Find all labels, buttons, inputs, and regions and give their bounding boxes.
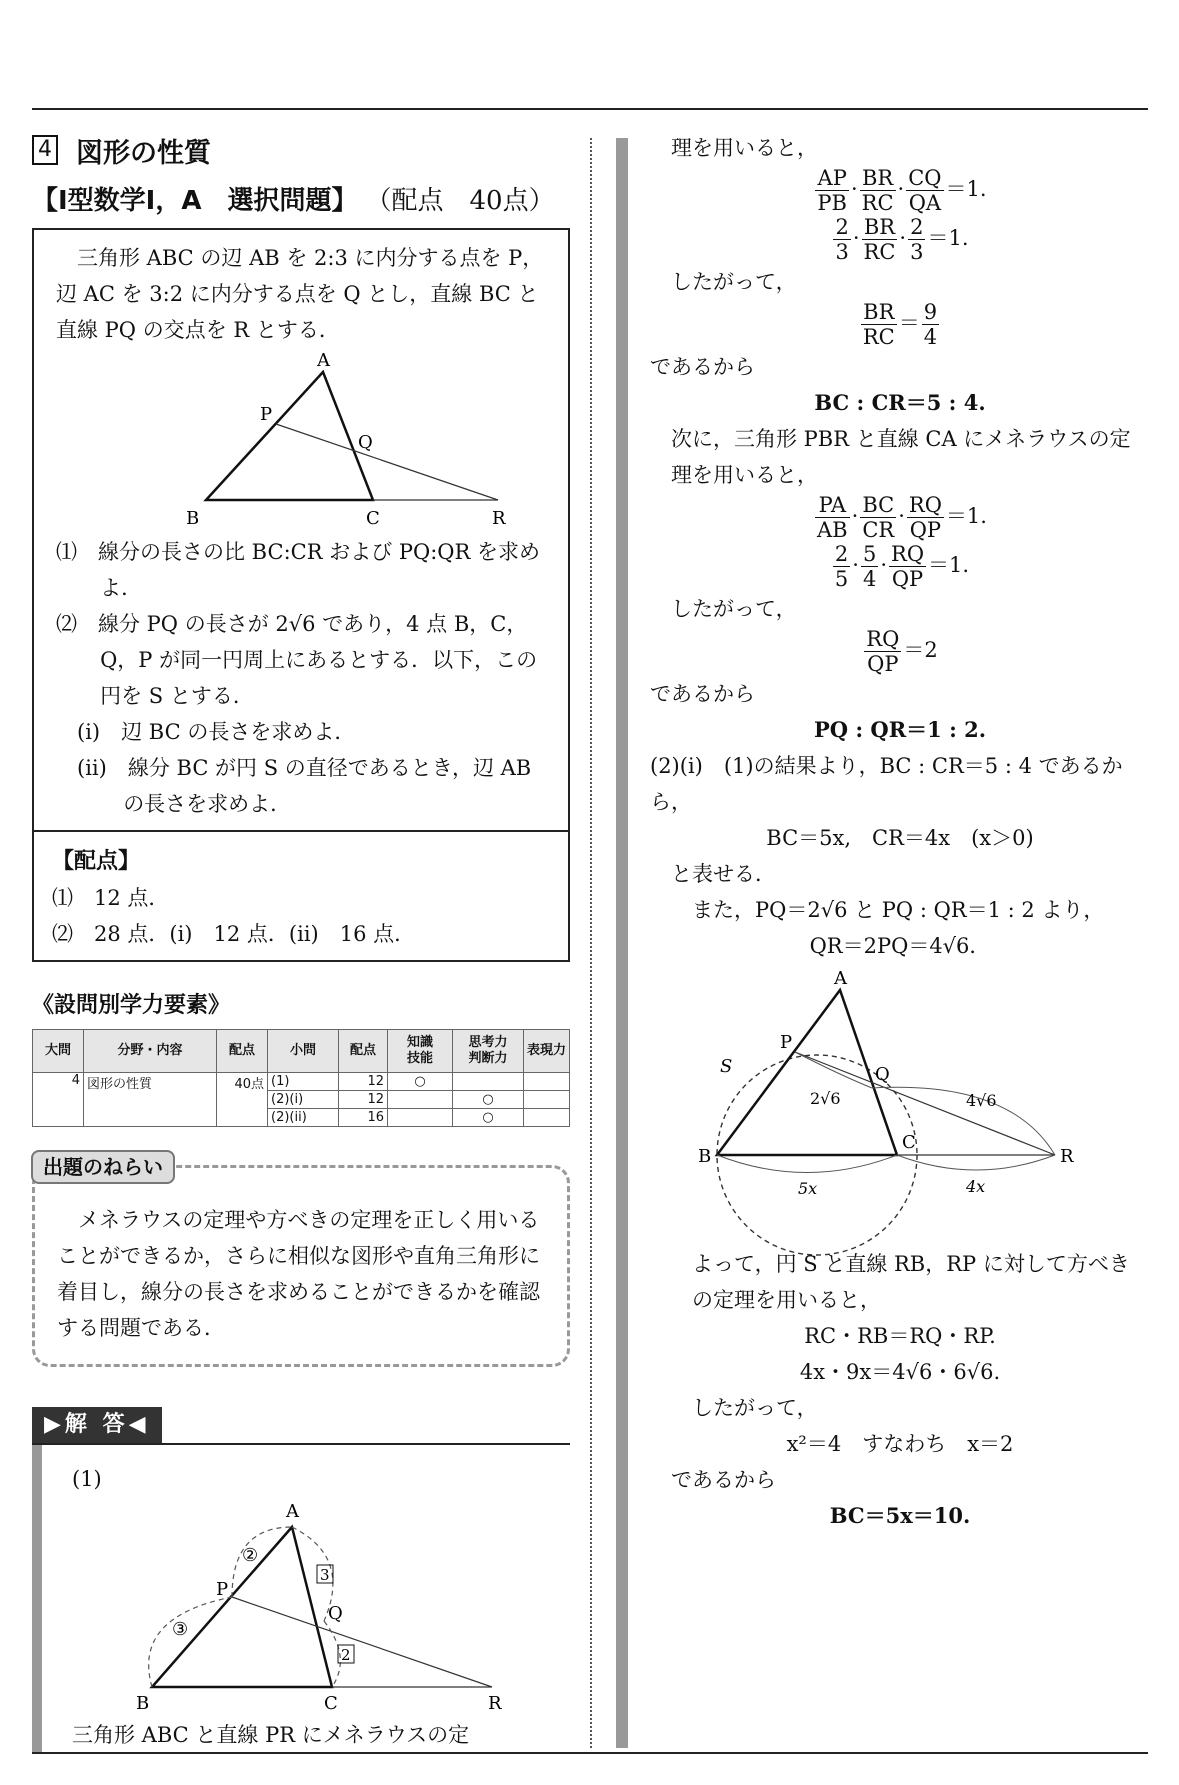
table-header-row	[33, 1030, 570, 1073]
text-line: x²＝4 すなわち x＝2	[786, 1432, 1014, 1456]
equation-menelaus-2: $\frac{2}{3}$ · $\frac{BR}{RC}$ · $\frac{2}{3}$ ＝1.	[835, 215, 969, 264]
text-line: と表せる．	[671, 862, 776, 886]
score-box	[34, 830, 568, 960]
text-line: よって，円 S と直線 RB，RP に対して方べきの定理を用いると，	[692, 1252, 1130, 1312]
label-P: P	[780, 1032, 793, 1053]
answer-figure	[92, 1497, 552, 1717]
cell-sub-points: 16	[339, 1109, 388, 1127]
cell-expression	[524, 1091, 570, 1109]
label-B: B	[186, 508, 200, 529]
problem-type: 【Ⅰ型数学Ⅰ，A 選択問題】	[32, 185, 358, 216]
aim-label: 出題のねらい	[31, 1150, 175, 1184]
cell-field: 図形の性質	[84, 1073, 217, 1127]
table-header: 小問	[268, 1030, 339, 1073]
label-ratio-box-2: 2	[341, 1646, 351, 1664]
cell-knowledge	[388, 1109, 453, 1127]
table-header: 大問	[33, 1030, 84, 1073]
text-line: したがって，	[671, 270, 797, 294]
table-header: 配点	[339, 1030, 388, 1073]
label-C: C	[902, 1132, 916, 1153]
answer-part-1: (1)	[72, 1467, 102, 1491]
section-title: 図形の性質	[76, 137, 211, 169]
text-line: であるから	[671, 1468, 776, 1492]
label-R: R	[488, 1693, 502, 1714]
label-P: P	[260, 404, 273, 425]
label-cr-length: 4x	[966, 1177, 986, 1196]
problem-statement: 三角形 ABC の辺 AB を 2:3 に内分する点を P，辺 AC を 3:2 に内分する点を Q とし，直線 BC と直線 PQ の交点を R とする．	[56, 246, 544, 342]
text-line: BC＝5x, CR＝4x (x＞0)	[766, 826, 1034, 850]
cell-sub: (1)	[268, 1073, 339, 1091]
circle-figure	[698, 968, 1110, 1240]
text-line: 次に，三角形 PBR と直線 CA にメネラウスの定理を用いると，	[671, 427, 1131, 487]
label-B: B	[136, 1693, 150, 1714]
equation-menelaus-3: $\frac{PA}{AB}$ · $\frac{BC}{CR}$ · $\frac{RQ}{QP}$ ＝1.	[817, 493, 987, 542]
answer-body	[32, 1445, 570, 1753]
text-line: QR＝2PQ＝4√6．	[809, 934, 991, 958]
top-rule	[32, 108, 1148, 110]
text-line: また，PQ＝2√6 と PQ : QR＝1 : 2 より，	[692, 898, 1105, 922]
score-line-2: ⑵ 28 点．(ⅰ) 12 点．(ⅱ) 16 点．	[52, 922, 416, 946]
label-A: A	[286, 1501, 299, 1522]
label-Q: Q	[875, 1064, 890, 1085]
label-ratio-box-3: 3	[320, 1566, 330, 1584]
cell-sub-points: 12	[339, 1091, 388, 1109]
cell-thinking: ○	[453, 1109, 524, 1127]
label-qr-length: 4√6	[966, 1091, 997, 1110]
label-C: C	[324, 1693, 338, 1714]
table-header: 分野・内容	[84, 1030, 217, 1073]
table-header: 表現力	[524, 1030, 570, 1073]
cell-sub-points: 12	[339, 1073, 388, 1091]
problem-points: （配点 40点）	[365, 185, 555, 216]
equation-ratio-rq-qp: $\frac{RQ}{QP}$ ＝2	[866, 627, 938, 676]
section-header	[32, 130, 570, 170]
cell-thinking	[453, 1073, 524, 1091]
bottom-rule	[32, 1752, 1148, 1754]
text-line: 4x・9x＝4√6・6√6.	[799, 1360, 1001, 1384]
subheader	[32, 178, 570, 218]
table-header: 知識 技能	[388, 1030, 453, 1073]
text-line: したがって，	[692, 1396, 818, 1420]
label-bc-length: 5x	[798, 1179, 818, 1198]
text-line: (2)(ⅰ) (1)の結果より，BC : CR＝5 : 4 であるから，	[650, 754, 1123, 814]
equation-menelaus-4: $\frac{2}{5}$ · $\frac{5}{4}$ · $\frac{RQ}{QP}$ ＝1.	[834, 542, 970, 591]
table-header: 思考力 判断力	[453, 1030, 524, 1073]
right-column	[650, 130, 1150, 1534]
table-header: 配点	[217, 1030, 268, 1073]
text-line: であるから	[650, 682, 755, 706]
cell-sub: (2)(ii)	[268, 1109, 339, 1127]
label-P: P	[216, 1579, 229, 1600]
score-title: 【配点】	[52, 849, 141, 874]
label-S: S	[720, 1056, 733, 1077]
cell-expression	[524, 1109, 570, 1127]
label-B: B	[698, 1146, 712, 1167]
result-bc: BC＝5x＝10.	[829, 1503, 971, 1528]
question-2-i: (ⅰ) 辺 BC の長さを求めよ．	[77, 720, 356, 744]
section-number: 4	[32, 135, 58, 165]
elements-table	[32, 1029, 570, 1127]
text-line: したがって，	[671, 597, 797, 621]
answer-label: ▶解 答◀	[32, 1407, 162, 1443]
label-R: R	[492, 508, 506, 529]
cell-knowledge	[388, 1091, 453, 1109]
equation-menelaus-1: $\frac{AP}{PB}$ · $\frac{BR}{RC}$ · $\frac{CQ}{QA}$ ＝1.	[817, 166, 987, 215]
cell-q: 4	[33, 1073, 84, 1127]
aim-box	[32, 1155, 570, 1367]
question-1: ⑴ 線分の長さの比 BC:CR および PQ:QR を求めよ．	[56, 540, 540, 600]
label-C: C	[366, 508, 380, 529]
text-line: 理を用いると，	[671, 136, 818, 160]
result-pq-qr: PQ : QR＝1 : 2.	[813, 717, 987, 742]
label-A: A	[834, 968, 847, 989]
label-A: A	[317, 350, 330, 371]
label-ratio-3: ③	[172, 1619, 189, 1640]
label-Q: Q	[328, 1603, 343, 1624]
label-Q: Q	[358, 432, 373, 453]
table-row	[33, 1073, 570, 1091]
answer-continued-text: 三角形 ABC と直線 PR にメネラウスの定	[72, 1723, 470, 1747]
cell-sub: (2)(i)	[268, 1091, 339, 1109]
cell-knowledge: ○	[388, 1073, 453, 1091]
column-divider	[590, 138, 592, 1748]
question-2: ⑵ 線分 PQ の長さが 2√6 であり，4 点 B，C，Q，P が同一円周上にあるとする．以下，この円を S とする．	[56, 612, 538, 708]
label-ratio-2: ②	[242, 1545, 259, 1566]
equation-ratio-br-rc: $\frac{BR}{RC}$ ＝ $\frac{9}{4}$	[862, 300, 938, 349]
cell-thinking: ○	[453, 1091, 524, 1109]
text-line: であるから	[650, 355, 755, 379]
score-line-1: ⑴ 12 点．	[52, 886, 170, 910]
problem-box	[32, 228, 570, 962]
right-margin-bar	[616, 138, 628, 1748]
problem-figure	[126, 352, 506, 532]
text-line: RC・RB＝RQ・RP.	[804, 1324, 996, 1348]
left-column	[32, 130, 570, 1753]
result-bc-cr: BC : CR＝5 : 4.	[814, 390, 986, 415]
question-2-ii: (ⅱ) 線分 BC が円 S の直径であるとき，辺 AB の長さを求めよ．	[77, 756, 532, 816]
label-R: R	[1060, 1146, 1074, 1167]
cell-expression	[524, 1073, 570, 1091]
cell-points: 40点	[217, 1073, 268, 1127]
elements-title: 《設問別学力要素》	[32, 993, 231, 1018]
label-pq-length: 2√6	[810, 1089, 841, 1108]
answer-header	[32, 1403, 570, 1445]
aim-text: メネラウスの定理や方べきの定理を正しく用いることができるか，さらに相似な図形や直角三角形に着目し，線分の長さを求めることができるかを確認する問題である．	[57, 1208, 540, 1340]
